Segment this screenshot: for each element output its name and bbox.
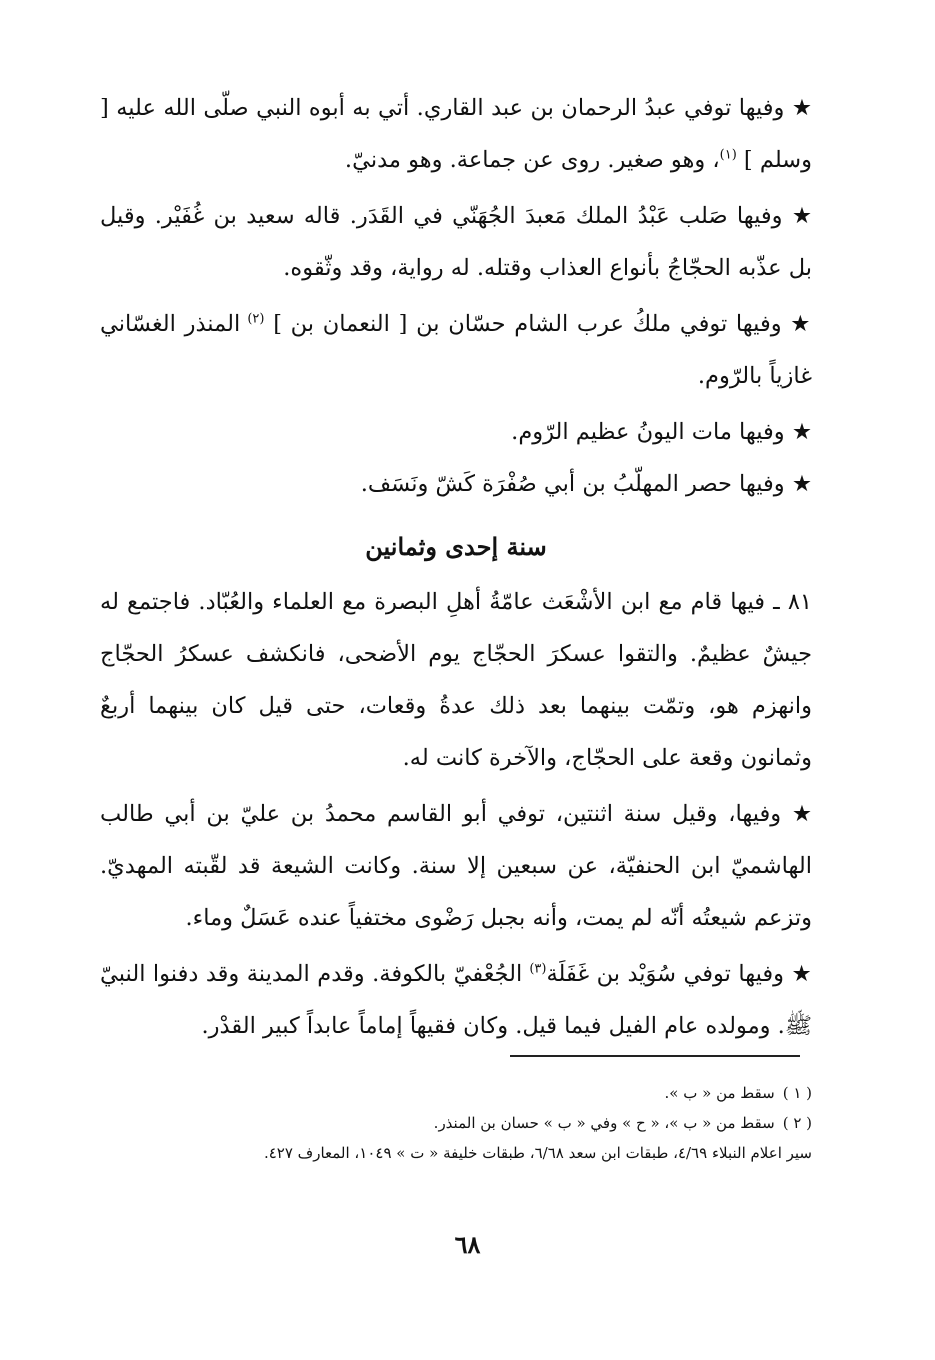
paragraph-6: ٨١ ـ فيها قام مع ابن الأشْعَث عامّةُ أهلِ البصرة مع العلماء والعُبّاد. فاجتمع له جيشٌ عظيمٌ. والتقوا عسكرَ الحجّاج يوم الأضحى، فانكشف عسكرُ الحجّاج وانهزم هو، وتمّت بينهما بعد ذلك عدةُ وقعات، حتى قيل كان بينهما أربعٌ وثمانون وقعة على الحجّاج، والآخرة كانت له.: [100, 589, 812, 771]
page-body: [100, 82, 812, 1056]
paragraph-8: ★ وفيها توفي سُوَيْد بن غَفَلَة$^{(٣)}$ الجُعْفيّ بالكوفة. وقدم المدينة وقد دفنوا النبيّ ﷺ. ومولده عام الفيل فيما قيل. وكان فقيهاً إماماً عابداً كبير القدْر.: [100, 961, 812, 1039]
paragraph-1: ★ وفيها توفي عبدُ الرحمان بن عبد القاري. أتي به أبوه النبي صلّى الله عليه [ وسلم ] $^{(١)}$، وهو صغير. روى عن جماعة. وهو مدنيّ.: [100, 95, 812, 173]
footnote-1: ( ١ )سقط من « ب ».: [664, 1084, 812, 1102]
footnotes: [100, 1078, 812, 1168]
footnote-3: سير اعلام النبلاء ٤/٦٩، طبقات ابن سعد ٦/٦٨، طبقات خليفة « ت » ١٠٤٩، المعارف ٤٢٧.: [263, 1144, 812, 1162]
footnote-divider: [510, 1055, 800, 1057]
paragraph-7: ★ وفيها، وقيل سنة اثنتين، توفي أبو القاسم محمدُ بن عليّ بن أبي طالب الهاشميّ ابن الحنفيّة، عن سبعين إلا سنة. وكانت الشيعة قد لقّبته المهديّ. وتزعم شيعتُه أنّه لم يمت، وأنه بجبل رَضْوى مختفياً عنده عَسَلٌ وماء.: [100, 801, 812, 931]
footnote-2: ( ٢ )سقط من « ب »، « ح » وفي « ب » حسان بن المنذر.: [433, 1114, 812, 1132]
paragraph-5: ★ وفيها حصر المهلّبُ بن أبي صُفْرَة كَشّ ونَسَف.: [360, 471, 812, 497]
section-heading: سنة إحدى وثمانين: [365, 532, 547, 561]
paragraph-4: ★ وفيها مات اليونُ عظيم الرّوم.: [511, 419, 812, 445]
paragraph-2: ★ وفيها صَلب عَبْدُ الملك مَعبدَ الجُهَنّي في القَدَر. قاله سعيد بن غُفَيْر. وقيل بل عذّبه الحجّاجُ بأنواع العذاب وقتله. له رواية، وقد وثّقوه.: [100, 203, 812, 281]
page-number: ٦٨: [454, 1230, 481, 1259]
paragraph-3: ★ وفيها توفي ملكُ عرب الشام حسّان بن [ النعمان بن ] $^{(٢)}$ المنذر الغسّاني غازياً بالرّوم.: [100, 311, 812, 389]
